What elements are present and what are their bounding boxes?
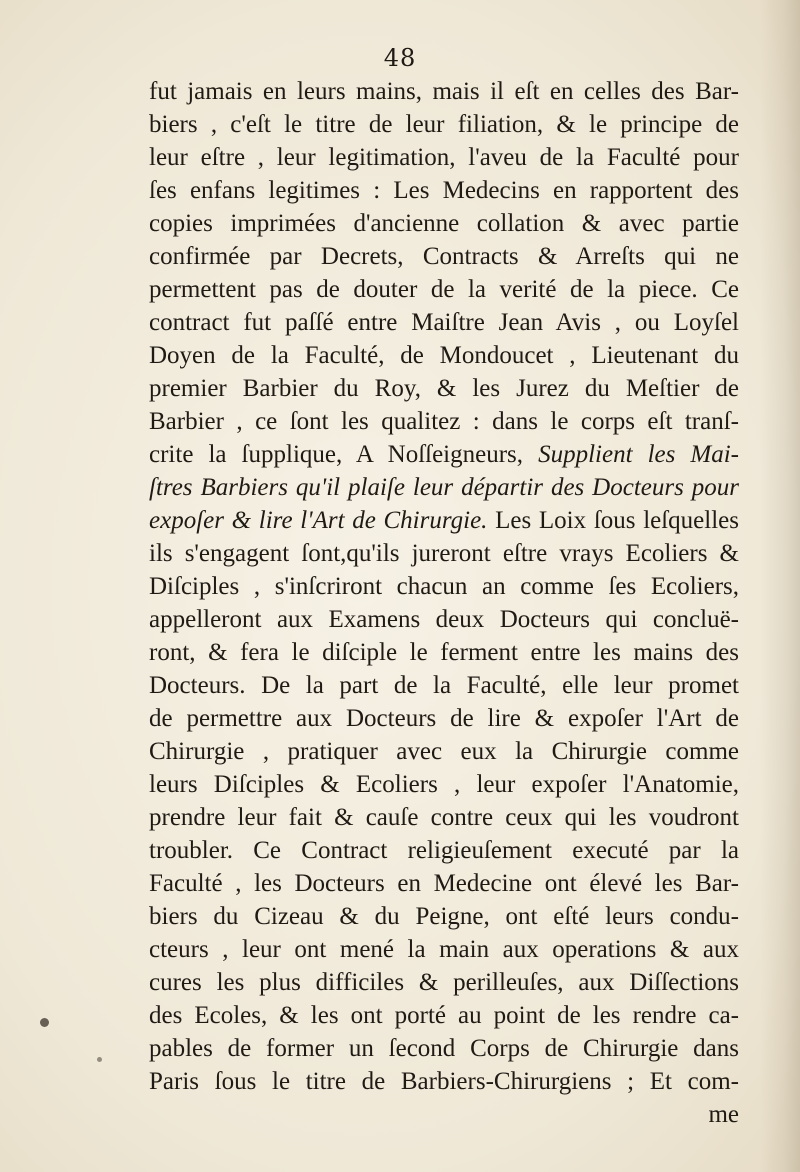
text-segment: Chirurgie , pratiquer avec eux la Chirurgie comme	[149, 738, 739, 765]
text-segment: leur eſtre , leur legitimation, l'aveu de la Faculté pour	[149, 144, 739, 171]
text-segment: appelleront aux Examens deux Docteurs qui concluë-	[149, 606, 739, 633]
text-segment: biers , c'eſt le titre de leur filiation, & le principe de	[149, 111, 739, 138]
text-segment: Faculté , les Docteurs en Medecine ont élevé les Bar-	[149, 870, 739, 897]
text-segment: fut jamais en leurs mains, mais il eſt en celles des Bar-	[149, 78, 739, 105]
text-segment: Diſciples , s'inſcriront chacun an comme ſes Ecoliers,	[149, 573, 739, 600]
text-segment: confirmée par Decrets, Contracts & Arreſts qui ne	[149, 243, 739, 270]
text-line	[149, 636, 739, 669]
text-segment: Les Loix ſous leſquelles	[487, 507, 739, 534]
text-line	[149, 1032, 739, 1065]
text-line	[149, 372, 739, 405]
text-line	[149, 240, 739, 273]
page-number: 48	[383, 44, 417, 72]
text-line	[149, 438, 739, 471]
text-line	[149, 768, 739, 801]
text-segment: prendre leur fait & cauſe contre ceux qui les voudront	[149, 804, 739, 831]
italic-text-segment: expoſer & lire l'Art de Chirurgie.	[149, 507, 488, 534]
text-segment: ils s'engagent ſont,qu'ils jureront eſtre vrays Ecoliers &	[149, 540, 739, 567]
text-segment: Barbier , ce ſont les qualitez : dans le corps eſt tranſ-	[149, 408, 739, 435]
text-segment: cteurs , leur ont mené la main aux operations & aux	[149, 936, 739, 963]
text-segment: ront, & fera le diſciple le ferment entre les mains des	[149, 639, 739, 666]
text-segment: me	[708, 1101, 739, 1128]
text-line	[149, 570, 739, 603]
text-line	[149, 603, 739, 636]
text-line	[149, 933, 739, 966]
text-segment: crite la ſupplique, A Noſſeigneurs,	[149, 441, 539, 468]
text-line	[149, 900, 739, 933]
text-line	[149, 108, 739, 141]
text-line	[149, 339, 739, 372]
text-segment: leurs Diſciples & Ecoliers , leur expoſer l'Anatomie,	[149, 771, 739, 798]
text-line	[149, 867, 739, 900]
text-line	[149, 405, 739, 438]
text-line	[149, 999, 739, 1032]
italic-text-segment: Supplient les Mai-	[538, 441, 739, 468]
text-line	[149, 174, 739, 207]
text-line	[149, 735, 739, 768]
text-segment: contract fut paſſé entre Maiſtre Jean Avis , ou Loyſel	[149, 309, 739, 336]
text-segment: copies imprimées d'ancienne collation & avec partie	[149, 210, 739, 237]
italic-text-segment: ſtres Barbiers qu'il plaiſe leur départir des Docteurs pour	[149, 474, 739, 501]
text-line	[149, 1065, 739, 1098]
text-line	[149, 207, 739, 240]
text-segment: Doyen de la Faculté, de Mondoucet , Lieutenant du	[149, 342, 739, 369]
text-line	[149, 75, 739, 108]
text-segment: permettent pas de douter de la verité de la piece. Ce	[149, 276, 739, 303]
text-line	[149, 471, 739, 504]
text-segment: cures les plus difficiles & perilleuſes, aux Diſſections	[149, 969, 739, 996]
text-line	[149, 669, 739, 702]
text-line	[149, 1098, 739, 1131]
text-line	[149, 306, 739, 339]
text-line	[149, 834, 739, 867]
text-segment: troubler. Ce Contract religieuſement executé par la	[149, 837, 739, 864]
body-text	[149, 75, 739, 1131]
text-line	[149, 966, 739, 999]
page-edge-shadow	[760, 0, 800, 1172]
text-line	[149, 504, 739, 537]
text-segment: de permettre aux Docteurs de lire & expoſer l'Art de	[149, 705, 739, 732]
text-line	[149, 702, 739, 735]
text-segment: des Ecoles, & les ont porté au point de les rendre ca-	[149, 1002, 739, 1029]
text-line	[149, 801, 739, 834]
ink-smudge	[40, 1018, 49, 1027]
text-segment: Paris ſous le titre de Barbiers-Chirurgiens ; Et com-	[149, 1068, 739, 1095]
text-line	[149, 273, 739, 306]
text-line	[149, 537, 739, 570]
text-line	[149, 141, 739, 174]
text-segment: premier Barbier du Roy, & les Jurez du Meſtier de	[149, 375, 739, 402]
ink-smudge	[97, 1057, 102, 1062]
text-segment: ſes enfans legitimes : Les Medecins en rapportent des	[149, 177, 739, 204]
text-segment: pables de former un ſecond Corps de Chirurgie dans	[149, 1035, 739, 1062]
text-segment: Docteurs. De la part de la Faculté, elle leur promet	[149, 672, 739, 699]
text-segment: biers du Cizeau & du Peigne, ont eſté leurs condu-	[149, 903, 739, 930]
